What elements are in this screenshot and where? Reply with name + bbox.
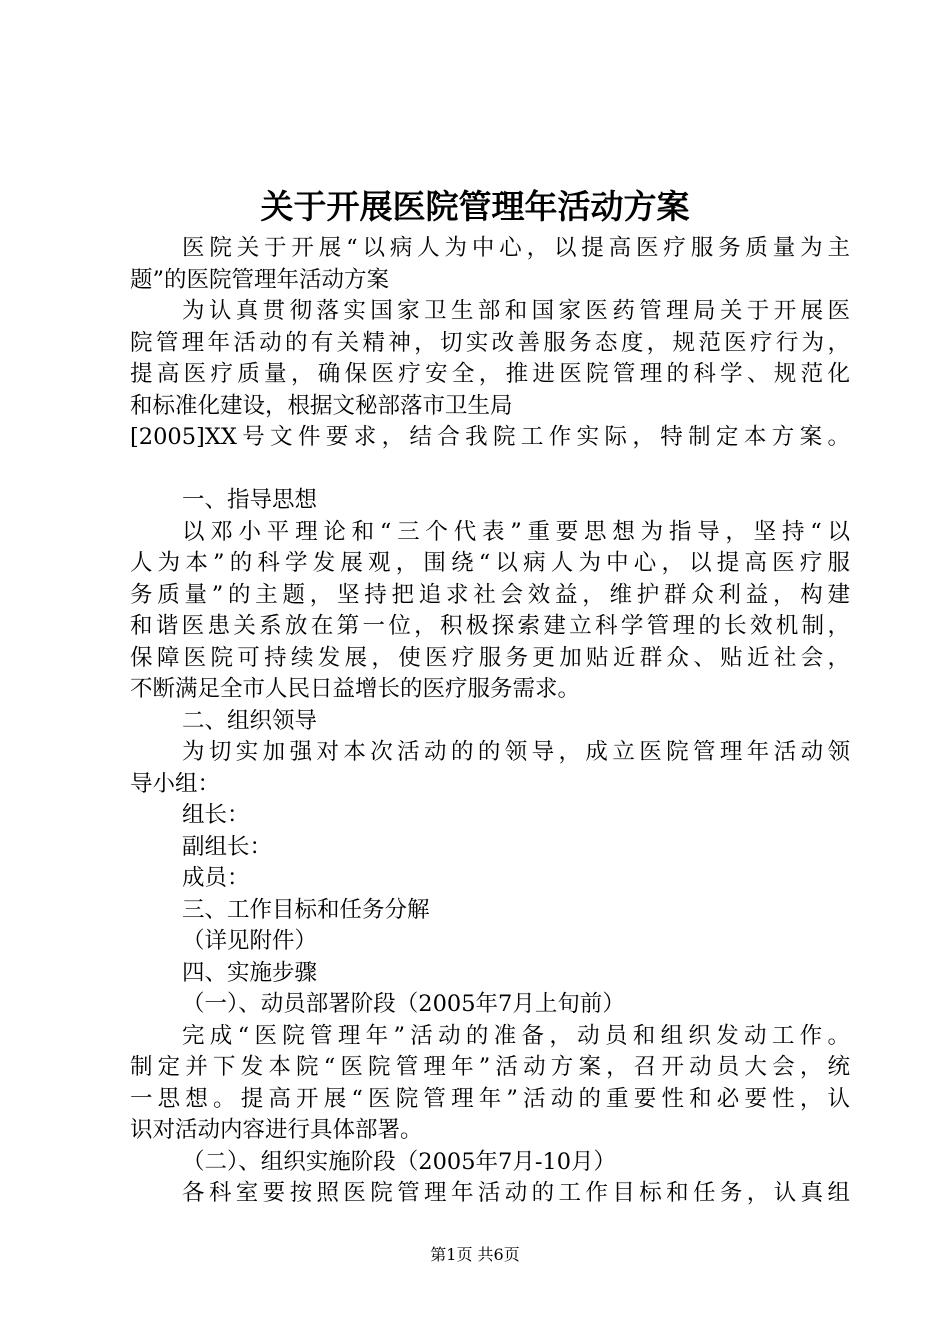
text-line: 一思想。提高开展“医院管理年”活动的重要性和必要性，认 xyxy=(130,1085,850,1112)
text-line: 保障医院可持续发展，使医疗服务更加贴近群众、贴近社会， xyxy=(130,644,850,671)
text-line: 和谐医患关系放在第一位，积极探索建立科学管理的长效机制， xyxy=(130,613,850,639)
text-line: 提高医疗质量，确保医疗安全，推进医院管理的科学、规范化 xyxy=(130,361,850,387)
text-line: [2005]XX号文件要求，结合我院工作实际，特制定本方案。 xyxy=(130,424,850,450)
text-line: 不断满足全市人民日益增长的医疗服务需求。 xyxy=(130,676,581,702)
text-line: 为切实加强对本次活动的的领导，成立医院管理年活动领 xyxy=(182,739,850,765)
text-line: 院管理年活动的有关精神，切实改善服务态度，规范医疗行为， xyxy=(130,329,850,356)
text-line: 和标准化建设，根据文秘部落市卫生局 xyxy=(130,392,513,419)
text-line: （二）、组织实施阶段（2005年7月-10月） xyxy=(182,1148,617,1175)
text-line: 制定并下发本院“医院管理年”活动方案，召开动员大会，统 xyxy=(130,1054,850,1080)
text-line: 医院关于开展“以病人为中心，以提高医疗服务质量为主 xyxy=(182,235,850,261)
text-line: 导小组： xyxy=(130,770,221,797)
text-line: 各科室要按照医院管理年活动的工作目标和任务，认真组 xyxy=(182,1180,850,1206)
text-line: 以邓小平理论和“三个代表”重要思想为指导，坚持“以 xyxy=(182,518,850,545)
document-title: 关于开展医院管理年活动方案 xyxy=(260,187,690,226)
document-body xyxy=(130,233,850,1210)
blank-line xyxy=(130,454,850,486)
text-line: 二、组织领导 xyxy=(182,707,318,734)
text-line: 组长： xyxy=(182,802,250,828)
text-line: 副组长： xyxy=(182,833,273,860)
text-line: 务质量”的主题，坚持把追求社会效益，维护群众利益，构建 xyxy=(130,581,850,608)
text-line: 识对活动内容进行具体部署。 xyxy=(130,1117,423,1143)
text-line: 为认真贯彻落实国家卫生部和国家医药管理局关于开展医 xyxy=(182,298,850,324)
text-line: 三、工作目标和任务分解 xyxy=(182,896,430,923)
text-line: （一）、动员部署阶段（2005年7月上旬前） xyxy=(182,991,625,1017)
text-line: 题”的医院管理年活动方案 xyxy=(130,266,390,293)
text-line: 一、指导思想 xyxy=(182,487,318,513)
text-line: 成员： xyxy=(182,865,250,891)
text-line: （详见附件） xyxy=(182,928,318,954)
text-line: 完成“医院管理年”活动的准备，动员和组织发动工作。 xyxy=(182,1022,850,1049)
text-line: 人为本”的科学发展观，围绕“以病人为中心，以提高医疗服 xyxy=(130,550,850,576)
text-line: 四、实施步骤 xyxy=(182,959,318,986)
page-number: 第1页 共6页 xyxy=(430,1245,520,1264)
